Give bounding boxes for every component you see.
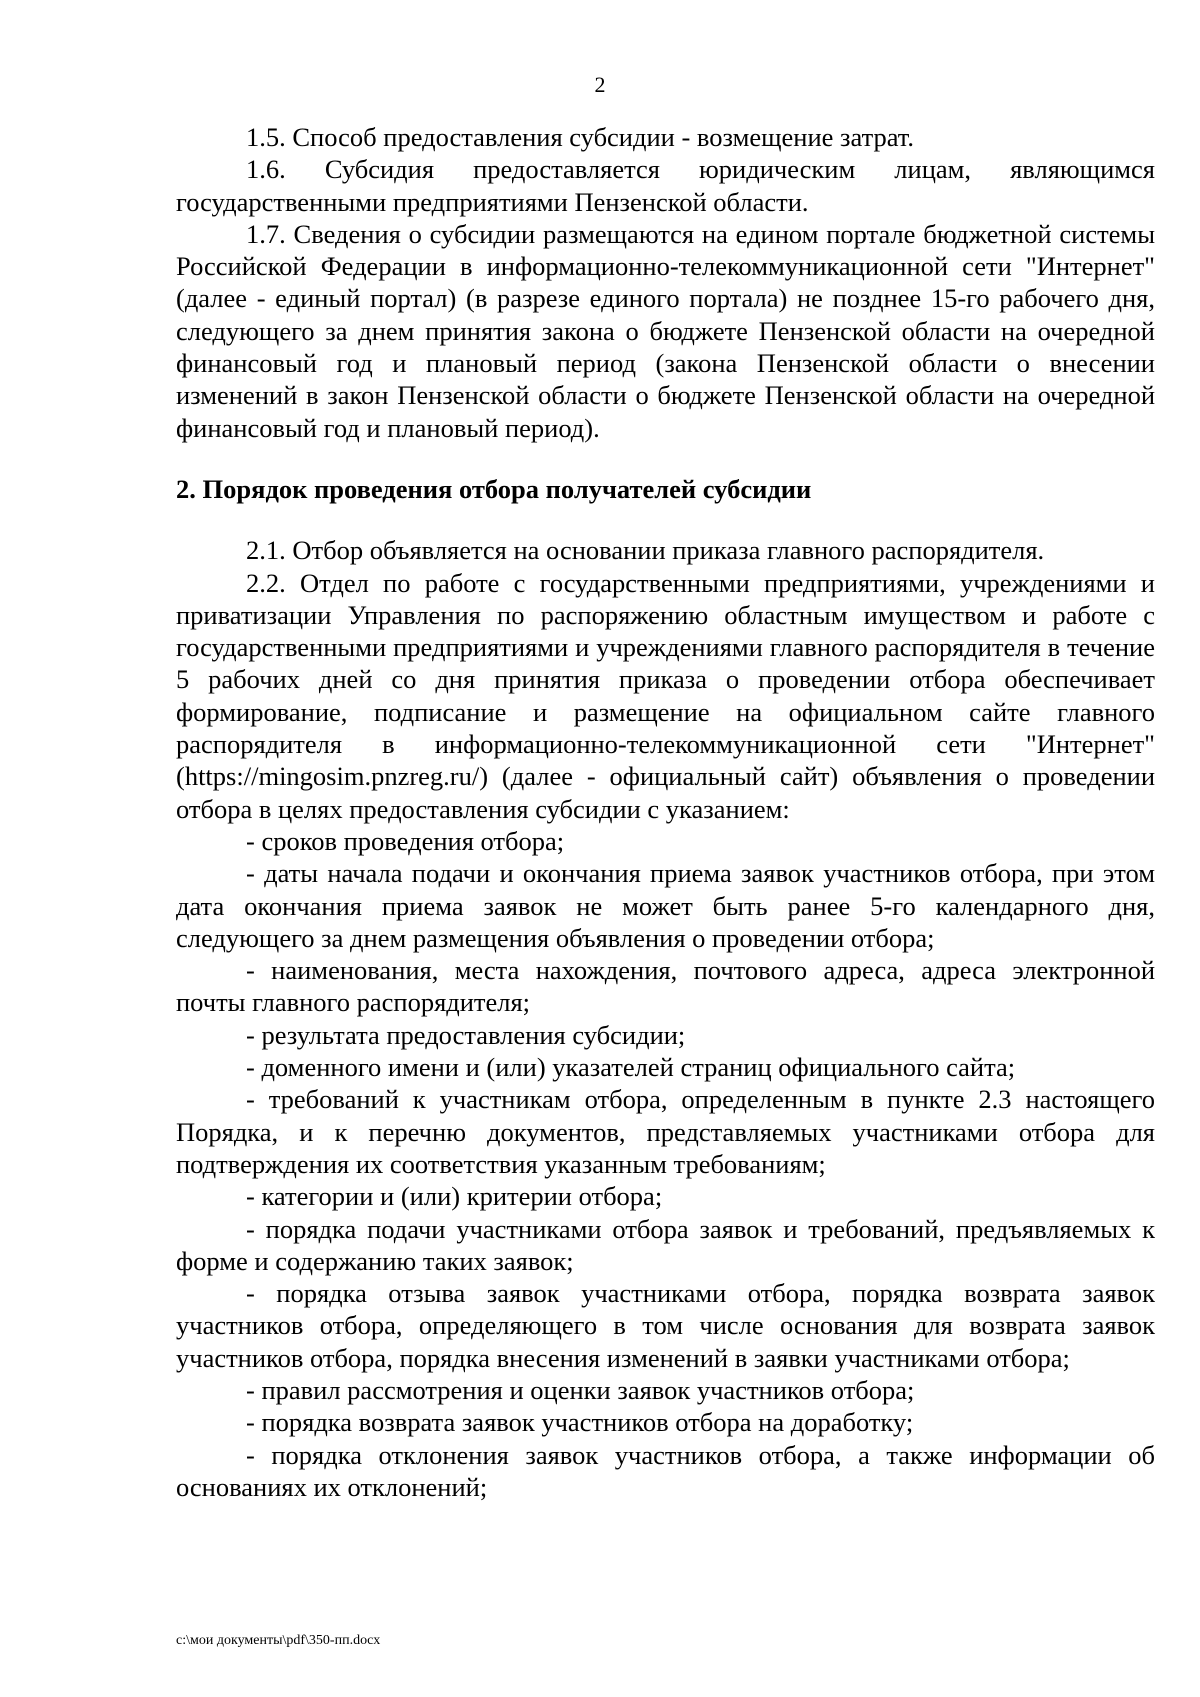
list-item: - категории и (или) критерии отбора; <box>246 1181 663 1212</box>
paragraph-1-5: 1.5. Способ предоставления субсидии - возмещение затрат. <box>246 122 915 152</box>
paragraph-1-6: 1.6. Субсидия предоставляется юридическим лицам, являющимся государственными предприятиями Пензенской области. <box>176 154 1155 217</box>
list-item: - порядка отклонения заявок участников отбора, а также информации об основаниях их отклонений; <box>176 1439 1155 1502</box>
document-body <box>176 121 1155 1503</box>
list-item: - сроков проведения отбора; <box>246 825 565 856</box>
list-item: - результата предоставления субсидии; <box>246 1019 686 1050</box>
paragraph-2-2: 2.2. Отдел по работе с государственными предприятиями, учреждениями и приватизации Управления по распоряжению областным имуществом и работе с государственными предприятиями и учреждениями главного распорядителя в течение 5 рабочих дней со дня принятия приказа о проведении отбора обеспечивает формирование, подписание и размещение на официальном сайте главного распорядителя в информационно-телекоммуникационной сети "Интернет" (https://mingosim.pnzreg.ru/) (далее - официальный сайт) объявления о проведении отбора в целях предоставления субсидии с указанием: <box>176 567 1155 824</box>
list-item: - правил рассмотрения и оценки заявок участников отбора; <box>246 1374 915 1405</box>
list-item: - наименования, места нахождения, почтового адреса, адреса электронной почты главного распорядителя; <box>176 955 1155 1018</box>
list-item: - требований к участникам отбора, определенным в пункте 2.3 настоящего Порядка, и к перечню документов, представляемых участниками отбора для подтверждения их соответствия указанным требованиям; <box>176 1084 1155 1179</box>
list-item: - порядка отзыва заявок участниками отбора, порядка возврата заявок участников отбора, определяющего в том числе основания для возврата заявок участников отбора, порядка внесения изменений в заявки участниками отбора; <box>176 1278 1155 1373</box>
section-heading: 2. Порядок проведения отбора получателей субсидии <box>176 473 812 504</box>
footer-file-path: c:\мои документы\pdf\350-пп.docx <box>176 1633 381 1648</box>
list-item: - доменного имени и (или) указателей страниц официального сайта; <box>246 1052 1016 1083</box>
list-item: - порядка подачи участниками отбора заявок и требований, предъявляемых к форме и содержанию таких заявок; <box>176 1213 1155 1276</box>
paragraph-1-7: 1.7. Сведения о субсидии размещаются на едином портале бюджетной системы Российской Федерации в информационно-телекоммуникационной сети "Интернет" (далее - единый портал) (в разрезе единого портала) не позднее 15-го рабочего дня, следующего за днем принятия закона о бюджете Пензенской области на очередной финансовый год и плановый период (закона Пензенской области о внесении изменений в закон Пензенской области о бюджете Пензенской области на очередной финансовый год и плановый период). <box>176 218 1155 443</box>
paragraph-2-1: 2.1. Отбор объявляется на основании приказа главного распорядителя. <box>246 535 1045 566</box>
page-number: 2 <box>594 72 606 97</box>
list-item: - порядка возврата заявок участников отбора на доработку; <box>246 1407 914 1438</box>
list-item: - даты начала подачи и окончания приема заявок участников отбора, при этом дата окончания приема заявок не может быть ранее 5-го календарного дня, следующего за днем размещения объявления о проведении отбора; <box>176 858 1155 953</box>
